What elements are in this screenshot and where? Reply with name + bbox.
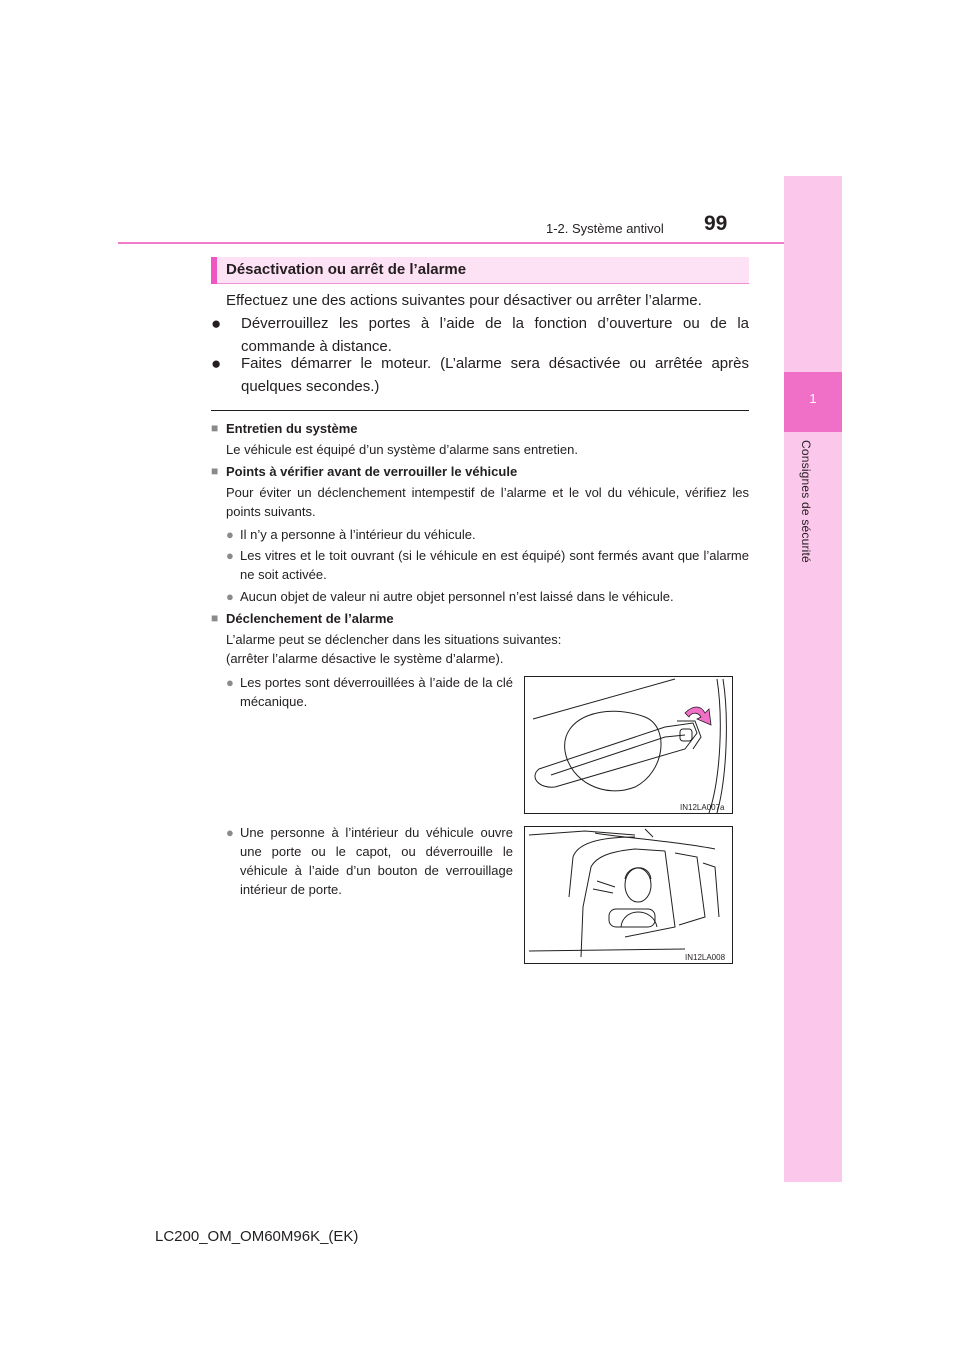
note-body: L’alarme peut se déclencher dans les situations suivantes: — [226, 632, 562, 647]
bullet-dot-icon: ● — [226, 675, 234, 690]
note-heading — [211, 464, 517, 479]
main-bullet-text: Faites démarrer le moteur. (L’alarme sera désactivée ou arrêtée après quelques secondes.) — [241, 355, 749, 395]
person-in-vehicle-icon — [525, 827, 732, 963]
sub-bullet — [226, 587, 749, 606]
note-body: Pour éviter un déclenchement intempestif de l’alarme et le vol du véhicule, vérifiez les points suivants. — [226, 485, 749, 519]
sub-bullet — [226, 546, 749, 584]
bullet-dot-icon: ● — [211, 314, 222, 333]
chapter-tab-label: Consignes de sécurité — [799, 440, 813, 563]
intro-text: Effectuez une des actions suivantes pour désactiver ou arrêter l’alarme. — [226, 292, 702, 309]
sub-bullet-text: Une personne à l’intérieur du véhicule ouvre une porte ou le capot, ou déverrouille le véhicule à l’aide d’un bouton de verrouillage intérieur de porte. — [240, 825, 513, 897]
note-body-line2: (arrêter l’alarme désactive le système d’alarme). — [226, 651, 504, 666]
square-bullet-icon: ■ — [211, 464, 219, 478]
chapter-side-tab — [784, 176, 842, 1182]
door-handle-illustration — [524, 676, 733, 814]
note-heading — [211, 611, 394, 626]
sub-bullet — [226, 525, 749, 544]
figure-code: IN12LA008 — [685, 953, 726, 962]
heading-accent — [211, 257, 217, 284]
sub-bullet-text: Il n’y a personne à l’intérieur du véhicule. — [240, 527, 476, 542]
note-title: Entretien du système — [226, 421, 358, 436]
bullet-dot-icon: ● — [226, 589, 234, 604]
sub-bullet — [226, 823, 513, 899]
section-divider — [211, 410, 749, 411]
section-heading: Désactivation ou arrêt de l’alarme — [226, 261, 467, 278]
square-bullet-icon: ■ — [211, 611, 219, 625]
bullet-dot-icon: ● — [226, 548, 234, 563]
sub-bullet — [226, 673, 513, 711]
person-in-vehicle-illustration — [524, 826, 733, 964]
sub-bullet-text: Les vitres et le toit ouvrant (si le véhicule en est équipé) sont fermés avant que l’alarme ne soit activée. — [240, 548, 749, 582]
bullet-dot-icon: ● — [226, 825, 234, 840]
header-rule — [118, 242, 784, 244]
footer-document-code: LC200_OM_OM60M96K_(EK) — [155, 1228, 359, 1245]
figure-code: IN12LA007a — [680, 803, 725, 812]
section-title: 1-2. Système antivol — [546, 221, 664, 236]
page-number: 99 — [704, 212, 728, 235]
main-bullet-text: Déverrouillez les portes à l’aide de la fonction d’ouverture ou de la commande à distance. — [241, 315, 749, 355]
door-handle-key-icon — [525, 677, 732, 813]
sub-bullet-text: Les portes sont déverrouillées à l’aide de la clé mécanique. — [240, 675, 513, 709]
sub-bullet-text: Aucun objet de valeur ni autre objet personnel n’est laissé dans le véhicule. — [240, 589, 674, 604]
bullet-dot-icon: ● — [226, 527, 234, 542]
bullet-dot-icon: ● — [211, 354, 222, 373]
square-bullet-icon: ■ — [211, 421, 219, 435]
note-body: Le véhicule est équipé d’un système d’alarme sans entretien. — [226, 442, 578, 457]
chapter-tab-number: 1 — [809, 391, 817, 406]
note-title: Points à vérifier avant de verrouiller le véhicule — [226, 464, 518, 479]
note-heading — [211, 421, 358, 436]
note-title: Déclenchement de l’alarme — [226, 611, 394, 626]
main-bullet — [211, 352, 749, 398]
